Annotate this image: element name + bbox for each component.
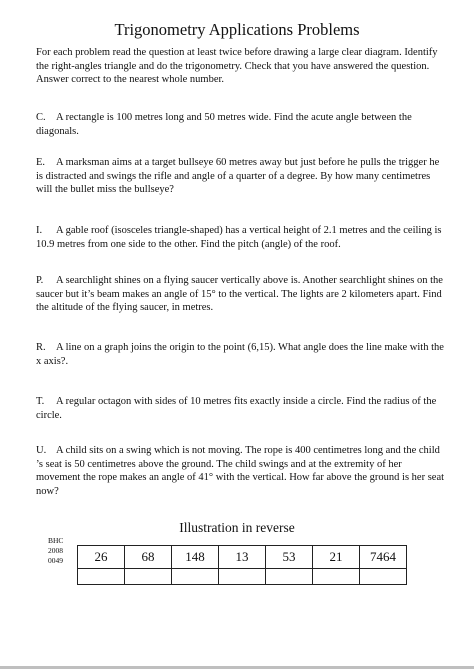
- code-line: 0049: [48, 556, 63, 565]
- problem-r: [36, 341, 446, 368]
- blank-cell[interactable]: [78, 569, 125, 585]
- blank-cell[interactable]: [172, 569, 219, 585]
- blank-cell[interactable]: [360, 569, 407, 585]
- answer-cell: 13: [219, 546, 266, 569]
- answer-values-row: [78, 546, 407, 569]
- answer-table: [77, 545, 407, 585]
- page-title: Trigonometry Applications Problems: [114, 20, 360, 39]
- problem-label: U.: [36, 445, 47, 456]
- worksheet-code: [48, 536, 63, 566]
- blank-cell[interactable]: [219, 569, 266, 585]
- bottom-divider: [0, 666, 474, 669]
- problem-text: A regular octagon with sides of 10 metres fits exactly inside a circle. Find the radius of the circle.: [36, 396, 437, 421]
- problem-text: A marksman aims at a target bullseye 60 metres away but just before he pulls the trigger he is distracted and swings the rifle and angle of a quarter of a degree. By how many centimetres will the bullet miss the bullseye?: [36, 157, 440, 196]
- answer-cell: 26: [78, 546, 125, 569]
- answer-cell: 21: [313, 546, 360, 569]
- problem-text: A gable roof (isosceles triangle-shaped) has a vertical height of 2.1 metres and the ceiling is 10.9 metres from one side to the other. Find the pitch (angle) of the roof.: [36, 225, 442, 250]
- problem-c: [36, 111, 446, 138]
- blank-cell[interactable]: [313, 569, 360, 585]
- problem-label: R.: [36, 342, 46, 353]
- answer-blank-row: [78, 569, 407, 585]
- problem-p: [36, 274, 446, 315]
- problem-text: A child sits on a swing which is not moving. The rope is 400 centimetres long and the child ’s seat is 50 centimetres above the ground. The child swings and at the extremity of her movement the rope makes an angle of 41° with the vertical. How far above the ground is her seat now?: [36, 445, 445, 497]
- problem-label: C.: [36, 112, 46, 123]
- problem-label: E.: [36, 157, 46, 168]
- instructions-paragraph: For each problem read the question at least twice before drawing a large clear diagram. Identify the right-angles triangle and do the trigonometry. Check that you have answered the question. Answer correct to the nearest whole number.: [36, 47, 438, 86]
- blank-cell[interactable]: [125, 569, 172, 585]
- answer-cell: 68: [125, 546, 172, 569]
- code-line: 2008: [48, 546, 63, 555]
- problem-i: [36, 224, 446, 251]
- problem-label: T.: [36, 396, 45, 407]
- blank-cell[interactable]: [266, 569, 313, 585]
- illustration-title: Illustration in reverse: [179, 520, 295, 535]
- problem-text: A searchlight shines on a flying saucer vertically above is. Another searchlight shines on the saucer but it’s beam makes an angle of 15° to the vertical. The lights are 2 kilometers apart. Find the altitude of the flying saucer, in metres.: [36, 275, 443, 314]
- problem-u: [36, 444, 446, 498]
- answer-cell: 7464: [360, 546, 407, 569]
- problem-t: [36, 395, 446, 422]
- problem-label: I.: [36, 225, 43, 236]
- problem-e: [36, 156, 446, 197]
- code-line: BHC: [48, 536, 64, 545]
- answer-cell: 53: [266, 546, 313, 569]
- problem-label: P.: [36, 275, 44, 286]
- answer-cell: 148: [172, 546, 219, 569]
- problem-text: A rectangle is 100 metres long and 50 metres wide. Find the acute angle between the diagonals.: [36, 112, 412, 137]
- problem-text: A line on a graph joins the origin to the point (6,15). What angle does the line make with the x axis?.: [36, 342, 444, 367]
